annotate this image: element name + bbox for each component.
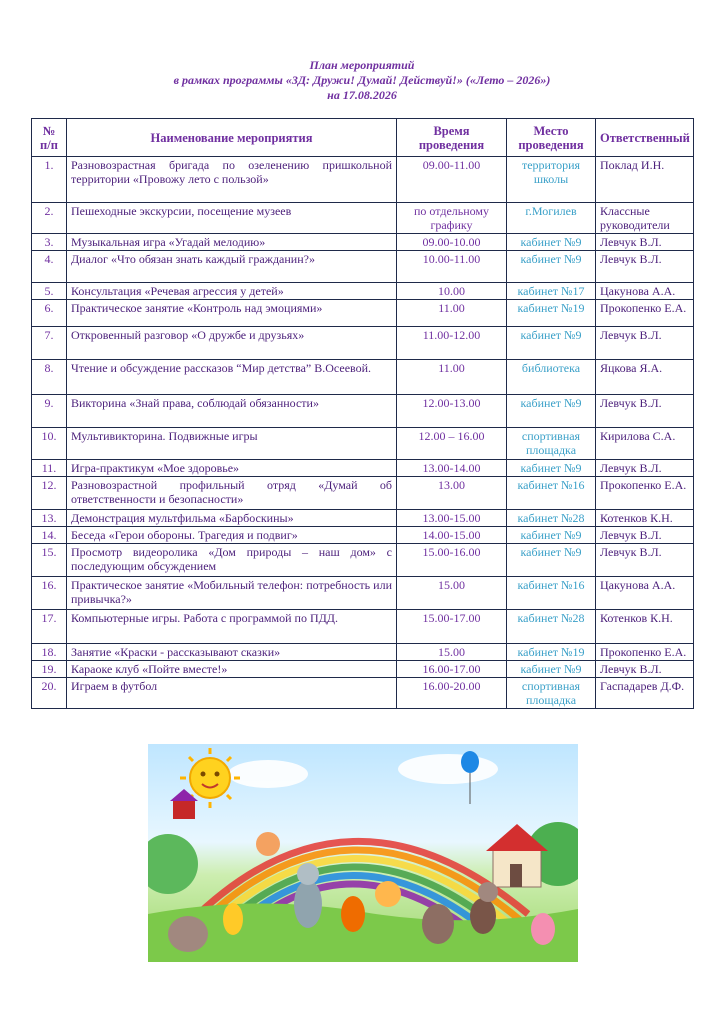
event-place: кабинет №19	[507, 644, 596, 661]
table-row	[32, 203, 694, 234]
row-number: 6.	[32, 300, 67, 327]
event-time: по отдельному графику	[397, 203, 507, 234]
event-name: Компьютерные игры. Работа с программой по ПДД.	[67, 610, 397, 644]
event-time: 12.00-13.00	[397, 395, 507, 428]
event-responsible: Гаспадарев Д.Ф.	[596, 678, 694, 709]
event-name: Беседа «Герои обороны. Трагедия и подвиг»	[67, 527, 397, 544]
event-name: Разновозрастная бригада по озеленению пришкольной территории «Провожу лето с пользой»	[67, 157, 397, 203]
event-responsible: Левчук В.Л.	[596, 527, 694, 544]
plan-date: на 17.08.2026	[327, 88, 397, 102]
row-number: 17.	[32, 610, 67, 644]
column-header-event-name: Наименование мероприятия	[67, 119, 397, 157]
table-row	[32, 678, 694, 709]
table-row	[32, 300, 694, 327]
event-place: кабинет №19	[507, 300, 596, 327]
event-name: Пешеходные экскурсии, посещение музеев	[67, 203, 397, 234]
event-responsible: Котенков К.Н.	[596, 610, 694, 644]
row-number: 14.	[32, 527, 67, 544]
column-header-number: № п/п	[32, 119, 67, 157]
event-name: Консультация «Речевая агрессия у детей»	[67, 283, 397, 300]
event-responsible: Левчук В.Л.	[596, 544, 694, 577]
event-name: Демонстрация мультфильма «Барбоскины»	[67, 510, 397, 527]
table-row	[32, 251, 694, 283]
row-number: 5.	[32, 283, 67, 300]
event-place: территория школы	[507, 157, 596, 203]
column-header-responsible: Ответственный	[596, 119, 694, 157]
row-number: 16.	[32, 577, 67, 610]
event-place: кабинет №17	[507, 283, 596, 300]
table-row	[32, 428, 694, 460]
row-number: 1.	[32, 157, 67, 203]
event-place: кабинет №28	[507, 610, 596, 644]
event-name: Практическое занятие «Контроль над эмоциями»	[67, 300, 397, 327]
event-name: Чтение и обсуждение рассказов “Мир детства” В.Осеевой.	[67, 360, 397, 395]
event-responsible: Левчук В.Л.	[596, 251, 694, 283]
row-number: 13.	[32, 510, 67, 527]
row-number: 12.	[32, 477, 67, 510]
event-time: 15.00	[397, 644, 507, 661]
event-responsible: Левчук В.Л.	[596, 661, 694, 678]
table-row	[32, 327, 694, 360]
column-header-place: Место проведения	[507, 119, 596, 157]
table-header-row	[32, 119, 694, 157]
event-responsible: Прокопенко Е.А.	[596, 477, 694, 510]
row-number: 7.	[32, 327, 67, 360]
row-number: 15.	[32, 544, 67, 577]
table-row	[32, 283, 694, 300]
event-responsible: Классные руководители	[596, 203, 694, 234]
event-responsible: Поклад И.Н.	[596, 157, 694, 203]
event-place: спортивная площадка	[507, 428, 596, 460]
event-time: 13.00-14.00	[397, 460, 507, 477]
event-responsible: Прокопенко Е.А.	[596, 300, 694, 327]
row-number: 2.	[32, 203, 67, 234]
row-number: 10.	[32, 428, 67, 460]
event-place: кабинет №9	[507, 395, 596, 428]
event-name: Музыкальная игра «Угадай мелодию»	[67, 234, 397, 251]
event-time: 12.00 – 16.00	[397, 428, 507, 460]
event-responsible: Котенков К.Н.	[596, 510, 694, 527]
table-row	[32, 395, 694, 428]
event-name: Караоке клуб «Пойте вместе!»	[67, 661, 397, 678]
event-name: Разновозрастной профильный отряд «Думай об ответственности и безопасности»	[67, 477, 397, 510]
event-name: Мультивикторина. Подвижные игры	[67, 428, 397, 460]
event-time: 11.00-12.00	[397, 327, 507, 360]
event-time: 16.00-20.00	[397, 678, 507, 709]
event-time: 15.00-17.00	[397, 610, 507, 644]
event-place: кабинет №9	[507, 460, 596, 477]
event-time: 09.00-11.00	[397, 157, 507, 203]
event-time: 14.00-15.00	[397, 527, 507, 544]
table-row	[32, 544, 694, 577]
event-responsible: Левчук В.Л.	[596, 395, 694, 428]
event-responsible: Яцкова Я.А.	[596, 360, 694, 395]
event-name: Викторина «Знай права, соблюдай обязанности»	[67, 395, 397, 428]
row-number: 11.	[32, 460, 67, 477]
event-time: 10.00-11.00	[397, 251, 507, 283]
row-number: 9.	[32, 395, 67, 428]
event-place: г.Могилев	[507, 203, 596, 234]
event-responsible: Цакунова А.А.	[596, 283, 694, 300]
event-responsible: Левчук В.Л.	[596, 234, 694, 251]
program-subtitle: в рамках программы «3Д: Дружи! Думай! Действуй!» («Лето – 2026»)	[173, 73, 551, 87]
event-name: Диалог «Что обязан знать каждый гражданин?»	[67, 251, 397, 283]
row-number: 3.	[32, 234, 67, 251]
event-place: кабинет №16	[507, 477, 596, 510]
event-name: Практическое занятие «Мобильный телефон: потребность или привычка?»	[67, 577, 397, 610]
event-time: 15.00	[397, 577, 507, 610]
table-row	[32, 460, 694, 477]
event-name: Занятие «Краски - рассказывают сказки»	[67, 644, 397, 661]
event-name: Просмотр видеоролика «Дом природы – наш дом» с последующим обсуждением	[67, 544, 397, 577]
event-name: Играем в футбол	[67, 678, 397, 709]
table-row	[32, 477, 694, 510]
table-row	[32, 234, 694, 251]
row-number: 18.	[32, 644, 67, 661]
event-time: 09.00-10.00	[397, 234, 507, 251]
event-time: 11.00	[397, 300, 507, 327]
event-place: кабинет №9	[507, 327, 596, 360]
event-responsible: Кирилова С.А.	[596, 428, 694, 460]
summer-cartoon-illustration	[148, 744, 578, 962]
event-place: кабинет №28	[507, 510, 596, 527]
table-row	[32, 527, 694, 544]
event-responsible: Левчук В.Л.	[596, 460, 694, 477]
table-row	[32, 610, 694, 644]
event-place: кабинет №9	[507, 527, 596, 544]
event-place: кабинет №9	[507, 251, 596, 283]
event-place: кабинет №9	[507, 544, 596, 577]
table-row	[32, 510, 694, 527]
event-name: Откровенный разговор «О дружбе и друзьях»	[67, 327, 397, 360]
table-row	[32, 360, 694, 395]
event-responsible: Цакунова А.А.	[596, 577, 694, 610]
row-number: 8.	[32, 360, 67, 395]
event-place: библиотека	[507, 360, 596, 395]
event-responsible: Прокопенко Е.А.	[596, 644, 694, 661]
row-number: 20.	[32, 678, 67, 709]
row-number: 19.	[32, 661, 67, 678]
table-row	[32, 644, 694, 661]
event-place: кабинет №9	[507, 234, 596, 251]
event-time: 15.00-16.00	[397, 544, 507, 577]
table-row	[32, 157, 694, 203]
table-row	[32, 577, 694, 610]
event-time: 13.00	[397, 477, 507, 510]
event-place: кабинет №16	[507, 577, 596, 610]
event-responsible: Левчук В.Л.	[596, 327, 694, 360]
event-place: кабинет №9	[507, 661, 596, 678]
plan-title: План мероприятий	[309, 58, 415, 72]
events-table	[31, 118, 694, 709]
event-name: Игра-практикум «Мое здоровье»	[67, 460, 397, 477]
table-row	[32, 661, 694, 678]
event-time: 10.00	[397, 283, 507, 300]
event-place: спортивная площадка	[507, 678, 596, 709]
column-header-time: Время проведения	[397, 119, 507, 157]
row-number: 4.	[32, 251, 67, 283]
event-time: 13.00-15.00	[397, 510, 507, 527]
illustration-svg	[148, 744, 578, 962]
event-time: 16.00-17.00	[397, 661, 507, 678]
event-time: 11.00	[397, 360, 507, 395]
